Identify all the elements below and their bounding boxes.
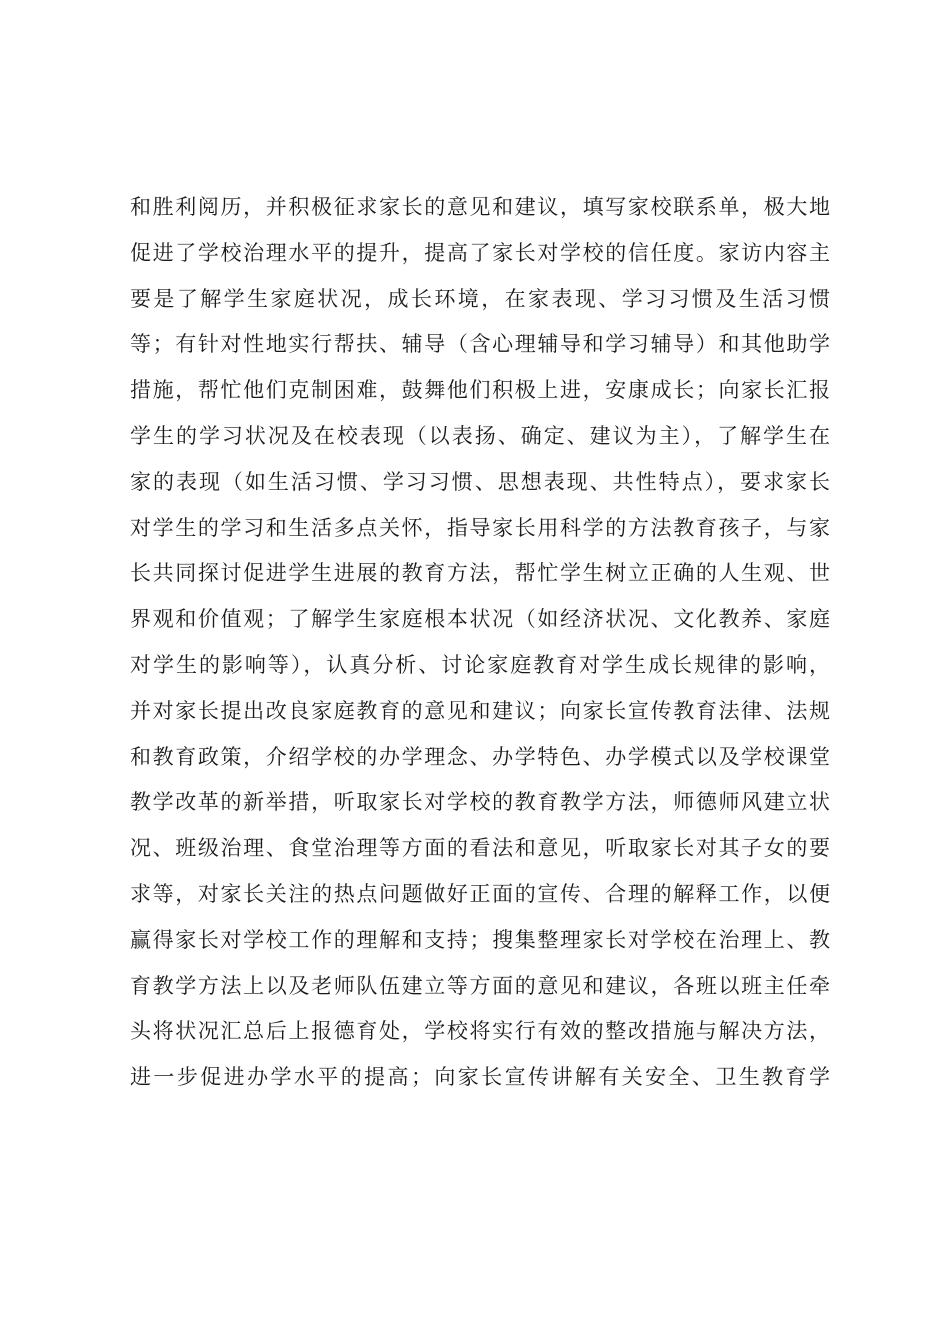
text-line-10: 界观和价值观；了解学生家庭根本状况（如经济状况、文化教养、家庭 bbox=[130, 607, 830, 632]
text-line-4: 等；有针对性地实行帮扶、辅导（含心理辅导和学习辅导）和其他助学 bbox=[130, 332, 830, 357]
text-line-15: 况、班级治理、食堂治理等方面的看法和意见，听取家长对其子女的要 bbox=[130, 836, 830, 861]
text-line-1: 和胜利阅历，并积极征求家长的意见和建议，填写家校联系单，极大地 bbox=[130, 195, 830, 219]
text-line-6: 学生的学习状况及在校表现（以表扬、确定、建议为主），了解学生在 bbox=[130, 423, 830, 448]
text-line-5: 措施，帮忙他们克制困难，鼓舞他们积极上进，安康成长；向家长汇报 bbox=[130, 378, 830, 403]
text-line-3: 要是了解学生家庭状况，成长环境，在家表现、学习习惯及生活习惯 bbox=[130, 286, 830, 311]
body-paragraph bbox=[130, 185, 830, 1101]
text-line-11: 对学生的影响等），认真分析、讨论家庭教育对学生成长规律的影响， bbox=[130, 652, 830, 677]
text-line-2: 促进了学校治理水平的提升，提高了家长对学校的信任度。家访内容主 bbox=[130, 240, 830, 265]
text-line-13: 和教育政策，介绍学校的办学理念、办学特色、办学模式以及学校课堂 bbox=[130, 744, 830, 769]
text-line-19: 头将状况汇总后上报德育处，学校将实行有效的整改措施与解决方法， bbox=[130, 1019, 830, 1044]
text-line-7: 家的表现（如生活习惯、学习习惯、思想表现、共性特点），要求家长 bbox=[130, 469, 830, 494]
text-line-8: 对学生的学习和生活多点关怀，指导家长用科学的方法教育孩子，与家 bbox=[130, 515, 830, 540]
text-line-18: 育教学方法上以及老师队伍建立等方面的意见和建议，各班以班主任牵 bbox=[130, 973, 830, 998]
text-line-14: 教学改革的新举措，听取家长对学校的教育教学方法，师德师风建立状 bbox=[130, 790, 830, 815]
text-line-20: 进一步促进办学水平的提高；向家长宣传讲解有关安全、卫生教育学 bbox=[130, 1065, 830, 1090]
text-line-16: 求等，对家长关注的热点问题做好正面的宣传、合理的解释工作，以便 bbox=[130, 881, 830, 906]
text-line-9: 长共同探讨促进学生进展的教育方法，帮忙学生树立正确的人生观、世 bbox=[130, 561, 830, 586]
text-line-12: 并对家长提出改良家庭教育的意见和建议；向家长宣传教育法律、法规 bbox=[130, 698, 830, 723]
text-line-17: 赢得家长对学校工作的理解和支持；搜集整理家长对学校在治理上、教 bbox=[130, 927, 830, 952]
